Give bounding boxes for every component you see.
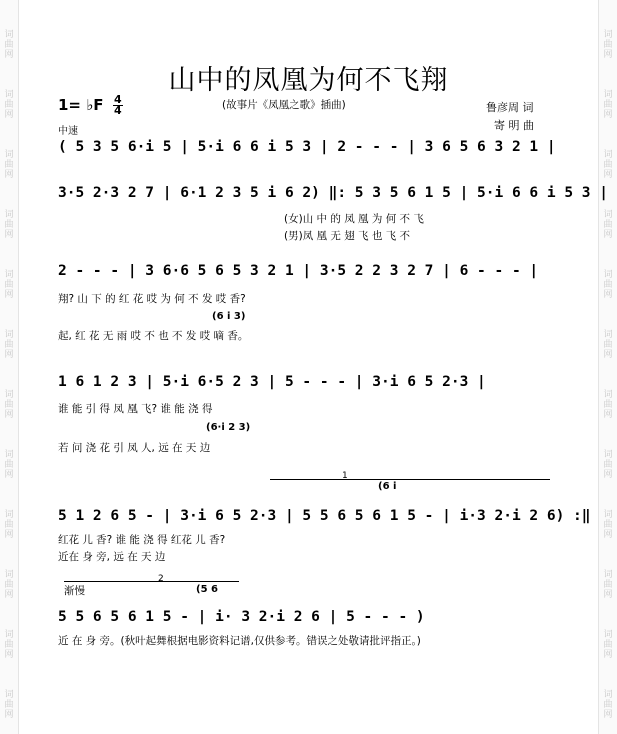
watermark-text: 词 曲 网: [603, 210, 613, 240]
alternate-notes: (6·i 2 3): [206, 422, 251, 433]
tempo-marking: 中速: [58, 126, 78, 137]
music-row-5: 5 1 2 6 5 - | 3·i 6 5 2·3 | 5 5 6 5 6 1 5 - | i·3 2·i 2 6) :‖: [58, 508, 591, 524]
watermark-text: 词 曲 网: [4, 450, 14, 480]
watermark-text: 词 曲 网: [603, 570, 613, 600]
watermark-text: 词 曲 网: [4, 150, 14, 180]
watermark-text: 词 曲 网: [4, 90, 14, 120]
key-signature: [58, 95, 123, 116]
watermark-text: 词 曲 网: [603, 630, 613, 660]
right-watermark-strip: [598, 0, 617, 734]
volta-number-1: 1: [342, 471, 348, 481]
lyric-line: 翔? 山 下 的 红 花 哎 为 何 不 发 哎 香?: [58, 293, 246, 305]
composer-credit: 寄 明 曲: [494, 119, 534, 132]
key-text: 1= ♭F: [58, 96, 104, 114]
watermark-text: 词 曲 网: [4, 210, 14, 240]
watermark-text: 词 曲 网: [603, 690, 613, 720]
watermark-text: 词 曲 网: [4, 390, 14, 420]
music-row-1: ( 5 3 5 6·i 5 | 5·i 6 6 i 5 3 | 2 - - - | 3 6 5 6 3 2 1 |: [58, 139, 556, 155]
tempo-change: 渐慢: [64, 585, 85, 597]
lyric-line: 近 在 身 旁。(秋叶起舞根据电影资料记谱,仅供参考。错误之处敬请批评指正。): [58, 635, 421, 647]
lyricist-credit: 鲁彦周 词: [486, 101, 534, 114]
watermark-text: 词 曲 网: [603, 270, 613, 300]
watermark-text: 词 曲 网: [4, 690, 14, 720]
volta-bracket-1: [270, 479, 550, 480]
time-top: 4: [113, 93, 122, 106]
music-row-4: 1 6 1 2 3 | 5·i 6·5 2 3 | 5 - - - | 3·i 6 5 2·3 |: [58, 374, 486, 390]
lyric-line: (女)山 中 的 凤 凰 为 何 不 飞: [284, 213, 424, 225]
alternate-notes: (6 i: [378, 481, 397, 492]
lyric-line: 若 问 浇 花 引 凤 人, 远 在 天 边: [58, 442, 211, 454]
alternate-notes: (5 6: [196, 584, 218, 595]
lyric-line: 谁 能 引 得 凤 凰 飞? 谁 能 浇 得: [58, 403, 213, 415]
lyric-line: 近在 身 旁, 远 在 天 边: [58, 551, 166, 563]
volta-number-2: 2: [158, 574, 164, 584]
watermark-text: 词 曲 网: [603, 450, 613, 480]
volta-bracket-2: [64, 581, 239, 582]
watermark-text: 词 曲 网: [603, 510, 613, 540]
music-row-2: 3·5 2·3 2 7 | 6·1 2 3 5 i 6 2) ‖: 5 3 5 6 1 5 | 5·i 6 6 i 5 3 |: [58, 185, 608, 201]
lyric-line: (男)凤 凰 无 翅 飞 也 飞 不: [284, 230, 411, 242]
time-signature: [113, 95, 123, 116]
watermark-text: 词 曲 网: [4, 30, 14, 60]
alternate-notes: (6 i 3): [212, 311, 246, 322]
watermark-text: 词 曲 网: [4, 510, 14, 540]
watermark-text: 词 曲 网: [4, 630, 14, 660]
watermark-text: 词 曲 网: [603, 30, 613, 60]
lyric-line: 红花 儿 香? 谁 能 浇 得 红花 儿 香?: [58, 534, 226, 546]
lyric-line: 起, 红 花 无 雨 哎 不 也 不 发 哎 嘀 香。: [58, 330, 249, 342]
music-row-6: 5 5 6 5 6 1 5 - | i· 3 2·i 2 6 | 5 - - - ): [58, 609, 425, 625]
watermark-text: 词 曲 网: [603, 150, 613, 180]
watermark-text: 词 曲 网: [603, 90, 613, 120]
music-row-3: 2 - - - | 3 6·6 5 6 5 3 2 1 | 3·5 2 2 3 2 7 | 6 - - - |: [58, 263, 539, 279]
watermark-text: 词 曲 网: [603, 390, 613, 420]
song-title: 山中的凤凰为何不飞翔: [168, 65, 449, 96]
watermark-text: 词 曲 网: [4, 270, 14, 300]
time-bottom: 4: [113, 104, 122, 117]
watermark-text: 词 曲 网: [603, 330, 613, 360]
watermark-text: 词 曲 网: [4, 330, 14, 360]
left-watermark-strip: [0, 0, 19, 734]
watermark-text: 词 曲 网: [4, 570, 14, 600]
song-subtitle: (故事片《凤凰之歌》插曲): [222, 99, 346, 111]
